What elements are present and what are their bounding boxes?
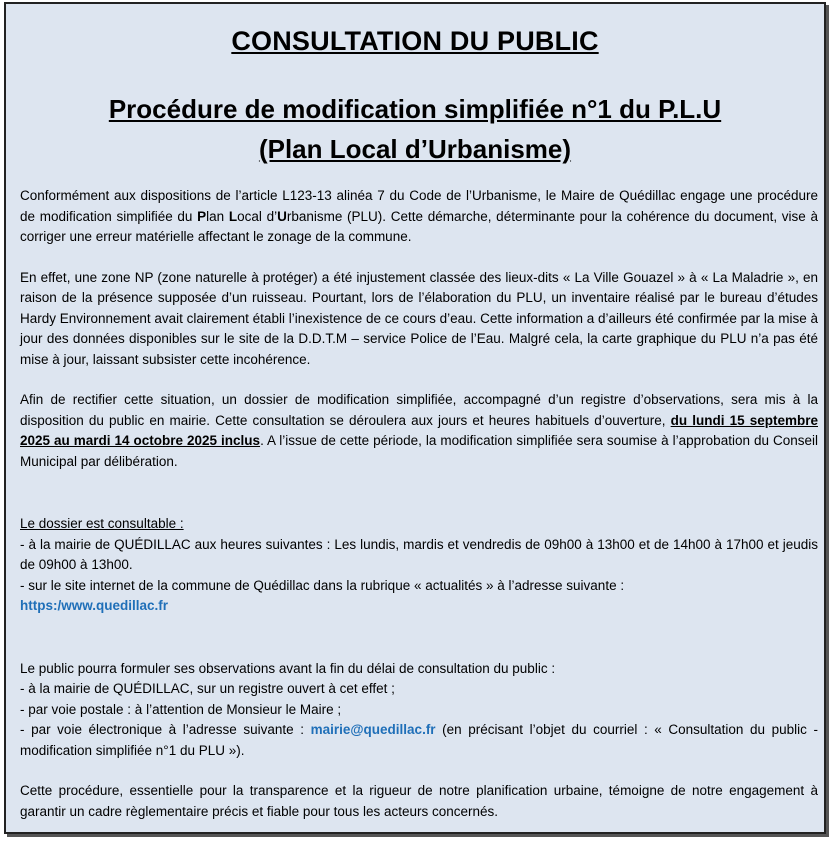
dossier-item-mairie: - à la mairie de QUÉDILLAC aux heures suivantes : Les lundis, mardis et vendredis de 09h00 à 13h00 et de 14h00 à 17h00 et jeudis de 09h00 à 13h00. xyxy=(20,536,818,572)
consultation-paragraph xyxy=(20,390,818,472)
intro-text-lan: lan xyxy=(206,208,229,224)
spacer xyxy=(20,637,818,659)
page-title: CONSULTATION DU PUBLIC xyxy=(231,26,599,56)
procedure-title: Procédure de modification simplifiée n°1 du P.L.U xyxy=(108,94,722,124)
observations-section xyxy=(20,659,818,762)
dossier-item-website: - sur le site internet de la commune de Quédillac dans la rubrique « actualités » à l’adresse suivante : xyxy=(20,577,625,593)
intro-text-ocal: ocal d’ xyxy=(237,208,278,224)
context-paragraph: En effet, une zone NP (zone naturelle à protéger) a été injustement classée des lieux-dits « La Ville Gouazel » à « La Maladrie », en raison de la présence supposée d’un ruisseau. Pourtant, lors de l’élaboration du PLU, un inventaire réalisé par le bureau d’études Hardy Environnement avait clairement établi l’inexistence de ce cours d’eau. Cette information a d’ailleurs été confirmée par la mise à jour des données disponibles sur le site de la D.D.T.M – service Police de l’Eau. Malgré cela, la carte graphique du PLU n’a pas été mise à jour, laissant subsister cette incohérence. xyxy=(20,269,818,367)
notice-panel xyxy=(4,2,826,834)
email-intro: - par voie électronique à l’adresse suivante : xyxy=(20,722,311,737)
observations-item-email xyxy=(20,720,818,761)
procedure-heading xyxy=(6,89,824,169)
intro-bold-p: P xyxy=(197,208,207,224)
observations-item-mairie: - à la mairie de QUÉDILLAC, sur un registre ouvert à cet effet ; xyxy=(20,681,395,696)
notice-body xyxy=(20,186,818,842)
intro-text: Conformément aux dispositions de l’article L123-13 alinéa 7 du Code de l’Urbanisme, le Maire de Quédillac engage une procédure de modification simplifiée du xyxy=(20,188,818,224)
website-link[interactable]: https:/www.quedillac.fr xyxy=(20,598,169,613)
intro-bold-u: U xyxy=(277,208,287,224)
observations-item-postal: - par voie postale : à l’attention de Monsieur le Maire ; xyxy=(20,701,342,717)
dossier-heading: Le dossier est consultable : xyxy=(20,516,184,531)
intro-bold-l: L xyxy=(228,208,238,224)
intro-paragraph xyxy=(20,186,818,248)
consultation-dates: du lundi 15 septembre 2025 au mardi 14 octobre 2025 inclus xyxy=(20,412,818,448)
email-link[interactable]: mairie@quedillac.fr xyxy=(310,722,436,737)
dossier-section xyxy=(20,514,818,617)
procedure-subtitle: (Plan Local d’Urbanisme) xyxy=(258,134,572,164)
email-note: (en précisant l’objet du courriel : « Consultation du public - modification simplifiée n°1 du PLU »). xyxy=(20,722,818,758)
observations-intro: Le public pourra formuler ses observations avant la fin du délai de consultation du public : xyxy=(20,660,556,676)
consultation-text: Afin de rectifier cette situation, un dossier de modification simplifiée, accompagné d’un registre d’observations, sera mis à la disposition du public en mairie. Cette consultation se déroulera aux jours et heures habituels d’ouverture, xyxy=(20,392,818,428)
consultation-text-end: . A l’issue de cette période, la modification simplifiée sera soumise à l’approbation du Conseil Municipal par délibération. xyxy=(20,433,818,469)
conclusion-paragraph: Cette procédure, essentielle pour la transparence et la rigueur de notre planification urbaine, témoigne de notre engagement à garantir un cadre règlementaire précis et fiable pour tous les acteurs concernés. xyxy=(20,783,818,819)
intro-text-end: rbanisme (PLU). Cette démarche, déterminante pour la cohérence du document, vise à corriger une erreur matérielle affectant le zonage de la commune. xyxy=(20,208,818,244)
